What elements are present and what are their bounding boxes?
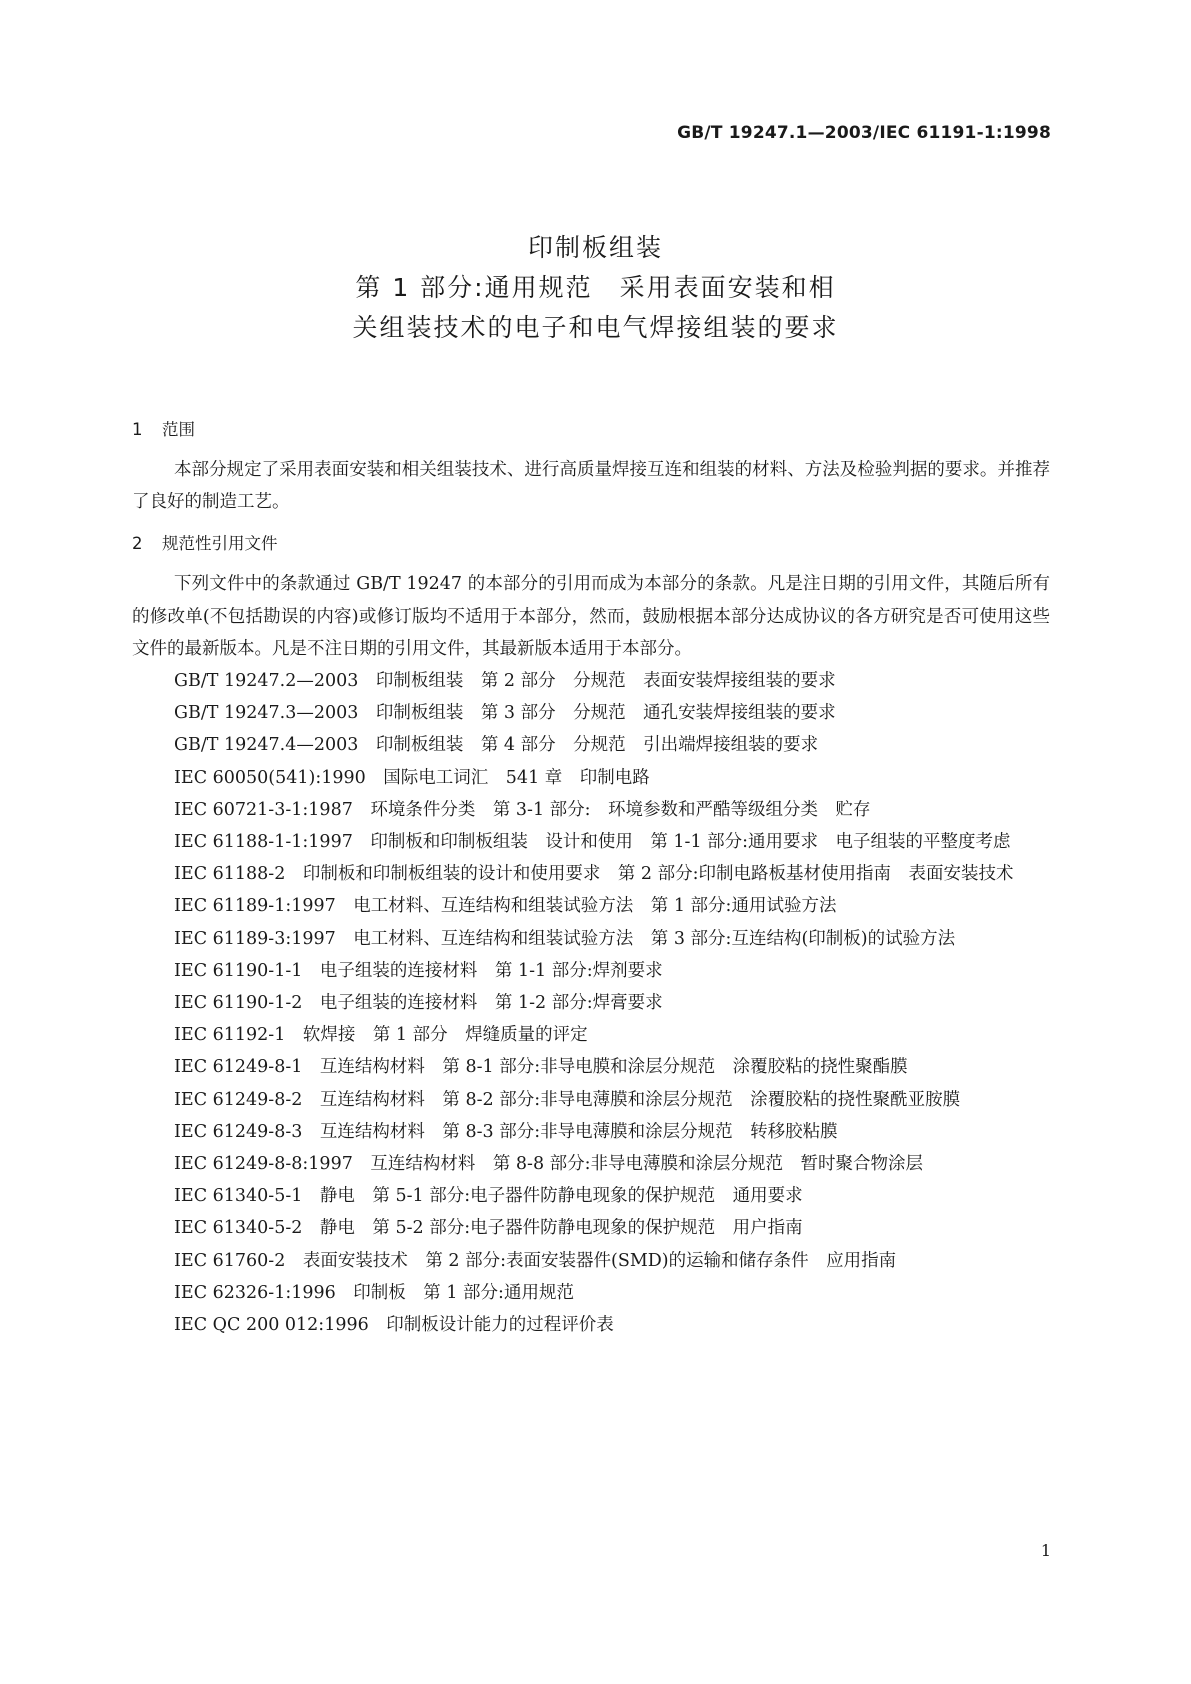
reference-item: IEC 61190-1-1 电子组装的连接材料 第 1-1 部分:焊剂要求 (174, 960, 663, 981)
document-body (132, 410, 1050, 1341)
reference-item: IEC 60050(541):1990 国际电工词汇 541 章 印制电路 (174, 767, 650, 788)
reference-item: IEC 61192-1 软焊接 第 1 部分 焊缝质量的评定 (174, 1025, 588, 1046)
section-heading-scope (132, 414, 1050, 446)
title-line-2: 第 1 部分:通用规范 采用表面安装和相 (355, 273, 836, 302)
reference-item: IEC 61340-5-2 静电 第 5-2 部分:电子器件防静电现象的保护规范 用户指南 (174, 1218, 803, 1239)
section-heading-normative-references (132, 528, 1050, 560)
page-number: 1 (1040, 1541, 1051, 1560)
document-title (0, 228, 1191, 348)
reference-item: IEC 61190-1-2 电子组装的连接材料 第 1-2 部分:焊膏要求 (174, 993, 663, 1014)
reference-item: IEC 60721-3-1:1987 环境条件分类 第 3-1 部分: 环境参数和严酷等级组分类 贮存 (174, 799, 871, 820)
reference-item: IEC 62326-1:1996 印制板 第 1 部分:通用规范 (174, 1282, 574, 1303)
section-number: 2 (132, 534, 143, 554)
reference-item: GB/T 19247.3—2003 印制板组装 第 3 部分 分规范 通孔安装焊接组装的要求 (174, 703, 836, 724)
reference-item: IEC 61188-1-1:1997 印制板和印制板组装 设计和使用 第 1-1 部分:通用要求 电子组装的平整度考虑 (174, 832, 1011, 853)
reference-item: IEC 61249-8-1 互连结构材料 第 8-1 部分:非导电膜和涂层分规范 涂覆胶粘的挠性聚酯膜 (174, 1057, 908, 1078)
reference-item: IEC 61189-1:1997 电工材料、互连结构和组装试验方法 第 1 部分:通用试验方法 (174, 896, 837, 917)
reference-item: IEC 61249-8-3 互连结构材料 第 8-3 部分:非导电薄膜和涂层分规范 转移胶粘膜 (174, 1121, 838, 1142)
reference-item: IEC 61188-2 印制板和印制板组装的设计和使用要求 第 2 部分:印制电路板基材使用指南 表面安装技术 (174, 864, 1014, 885)
title-line-1: 印制板组装 (527, 233, 663, 262)
reference-item: IEC 61760-2 表面安装技术 第 2 部分:表面安装器件(SMD)的运输和储存条件 应用指南 (174, 1250, 897, 1271)
standard-code: GB/T 19247.1—2003/IEC 61191-1:1998 (677, 123, 1051, 143)
reference-item: GB/T 19247.2—2003 印制板组装 第 2 部分 分规范 表面安装焊接组装的要求 (174, 671, 836, 692)
reference-item: IEC 61249-8-2 互连结构材料 第 8-2 部分:非导电薄膜和涂层分规范 涂覆胶粘的挠性聚酰亚胺膜 (174, 1089, 961, 1110)
reference-list (132, 665, 1050, 1341)
scope-paragraph: 本部分规定了采用表面安装和相关组装技术、进行高质量焊接互连和组装的材料、方法及检验判据的要求。并推荐了良好的制造工艺。 (132, 460, 1050, 513)
reference-item: IEC 61249-8-8:1997 互连结构材料 第 8-8 部分:非导电薄膜和涂层分规范 暂时聚合物涂层 (174, 1154, 924, 1175)
section-title: 规范性引用文件 (162, 534, 278, 554)
section-number: 1 (132, 420, 143, 439)
references-intro-paragraph: 下列文件中的条款通过 GB/T 19247 的本部分的引用而成为本部分的条款。凡是注日期的引用文件，其随后所有的修改单(不包括勘误的内容)或修订版均不适用于本部分，然而，鼓励根据本部分达成协议的各方研究是否可使用这些文件的最新版本。凡是不注日期的引用文件，其最新版本适用于本部分。 (132, 574, 1050, 659)
title-line-3: 关组装技术的电子和电气焊接组装的要求 (352, 313, 839, 342)
reference-item: GB/T 19247.4—2003 印制板组装 第 4 部分 分规范 引出端焊接组装的要求 (174, 735, 819, 756)
reference-item: IEC 61189-3:1997 电工材料、互连结构和组装试验方法 第 3 部分:互连结构(印制板)的试验方法 (174, 928, 956, 949)
reference-item: IEC QC 200 012:1996 印制板设计能力的过程评价表 (174, 1315, 614, 1336)
section-title: 范围 (162, 420, 195, 439)
reference-item: IEC 61340-5-1 静电 第 5-1 部分:电子器件防静电现象的保护规范 通用要求 (174, 1186, 803, 1207)
